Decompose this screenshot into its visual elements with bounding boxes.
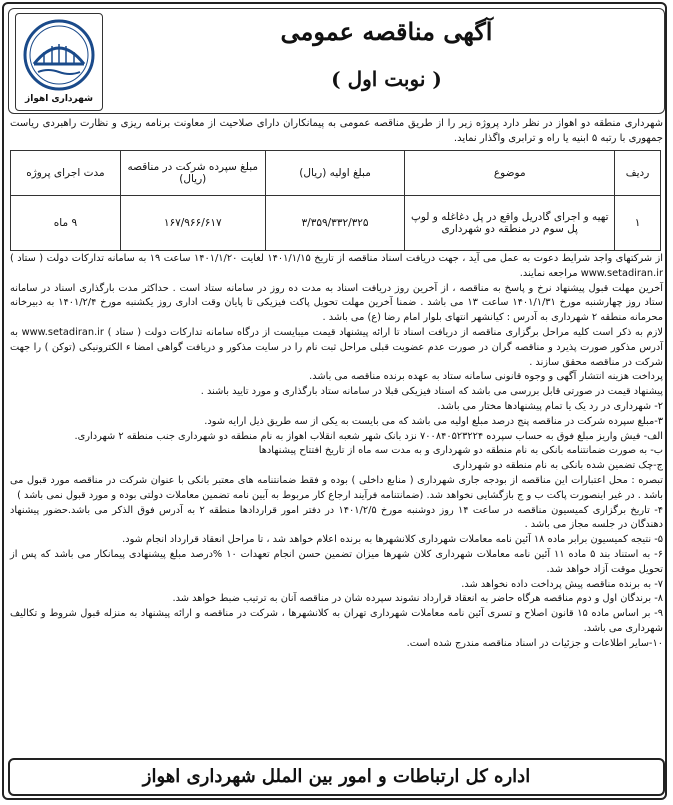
paragraph-document-collection: از شرکتهای واجد شرایط دعوت به عمل می آید ، جهت دریافت اسناد مناقصه از تاریخ ۱۴۰۱/۱/۱۵ لغایت ۱۴۰۱/۱/۲۰ ساعت ۱۹ به سامانه تدارکات دولت ( ستاد ) www.setadiran.ir مراجعه نمایند. bbox=[10, 253, 663, 279]
cell-row-number: ۱ bbox=[615, 196, 661, 251]
project-table bbox=[10, 150, 661, 251]
paragraph-note: تبصره : محل اعتبارات این مناقصه از بودجه جاری شهرداری ( منابع داخلی ) بوده و فقط ضمانتنامه های معتبر بانکی با عنوان شرکت در مناقصه مورد قبول می باشد . در غیر اینصورت پاکت ب و ج بازگشایی نخواهد شد. (ضمانتنامه فرآیند ارجاع کار مربوط به آیین نامه تضمین معاملات دولتی بوده و مورد قبول نمی باشد ) bbox=[10, 474, 663, 501]
paragraph-deadlines: آخرین مهلت قبول پیشنهاد نرخ و پاسخ به مناقصه ، از آخرین روز دریافت اسناد به مدت ده روز در سامانه ستاد است . حداکثر مدت بارگذاری اسناد در سامانه ستاد روز چهارشنبه مورخ ۱۴۰۱/۱/۳۱ ساعت ۱۳ می باشد . ضمنا آخرین مهلت تحویل پاکت فیزیکی تا پایان وقت اداری روز یکشنبه مورخ ۱۴۰۱/۲/۴ به دبیرخانه محرمانه منطقه ۲ شهرداری به آدرس : کیانشهر انتهای بلوار امام رضا (ع) می باشد . bbox=[10, 282, 663, 324]
paragraph-commission-result: ۵- نتیجه کمیسیون برابر ماده ۱۸ آئین نامه معاملات شهرداری کلانشهرها به برنده اعلام خواهد شد ، تا مراحل انعقاد قرارداد انجام شود. bbox=[122, 534, 663, 546]
notice-title: آگهی مناقصه عمومی bbox=[280, 17, 493, 46]
col-header-duration: مدت اجرای پروژه bbox=[11, 151, 121, 196]
cell-duration: ۹ ماه bbox=[11, 196, 121, 251]
col-header-initial-amount: مبلغ اولیه (ریال) bbox=[265, 151, 405, 196]
paragraph-physical-documents: پیشنهاد قیمت در صورتی قابل بررسی می باشد که اسناد فیزیکی قبلا در سامانه ستاد بارگذاری و مورد تایید باشند . bbox=[200, 386, 663, 398]
col-header-row-number: ردیف bbox=[615, 151, 661, 196]
paragraph-rejection-right: ۲- شهرداری در رد یک یا تمام پیشنهادها مختار می باشد. bbox=[437, 400, 663, 412]
cell-initial-amount: ۳/۳۵۹/۳۳۲/۳۲۵ bbox=[265, 196, 405, 251]
paragraph-deposit-option-b: ب- به صورت ضمانتنامه بانکی به نام منطقه دو شهرداری و به مدت سه ماه از تاریخ افتتاح پیشنهادها bbox=[258, 445, 663, 457]
notice-subtitle: ( نوبت اول ) bbox=[331, 67, 442, 91]
col-header-deposit-amount: مبلغ سپرده شرکت در مناقصه (ریال) bbox=[120, 151, 265, 196]
paragraph-setad-procedure: لازم به ذکر است کلیه مراحل برگزاری مناقصه از دریافت اسناد تا ارائه پیشنهاد قیمت میبایست از درگاه سامانه تدارکات دولت ( ستاد ) www.setadiran.ir به آدرس مذکور صورت پذیرد و مناقصه گران در صورت عدم عضویت قبلی مراحل ثبت نام را در سایت مذکور و دریافت گواهی امضا ء الکترونیکی (توکن ) را جهت شرکت در مناقصه محقق سازند . bbox=[10, 326, 664, 368]
intro-text: شهرداری منطقه دو اهواز در نظر دارد پروژه زیر را از طریق مناقصه عمومی به پیمانکاران دارای صلاحیت از معاونت برنامه ریزی و نظارت راهبردی ریاست جمهوری با رتبه ۵ ابنیه یا راه و ترابری واگذار نماید. bbox=[10, 118, 663, 144]
cell-deposit-amount: ۱۶۷/۹۶۶/۶۱۷ bbox=[120, 196, 265, 251]
cell-subject: تهیه و اجرای گادریل واقع در پل دغاغله و لوپ پل سوم در منطقه دو شهرداری bbox=[405, 196, 615, 251]
bridge-emblem-icon bbox=[22, 18, 96, 92]
paragraph-prepayment: ۷- به برنده مناقصه پیش پرداخت داده نخواهد شد. bbox=[461, 578, 663, 590]
logo-caption: شهرداری اهواز bbox=[25, 94, 93, 104]
paragraph-acceptance-terms: ۹- بر اساس ماده ۱۵ قانون اصلاح و تسری آئین نامه معاملات شهرداری تهران به کلانشهرها ، شرکت در مناقصه و ارائه پیشنهاد به منزله قبول شروط و تکالیف شهرداری می باشد. bbox=[10, 608, 663, 634]
ahvaz-municipality-logo bbox=[15, 13, 103, 111]
table-header-row bbox=[11, 151, 661, 196]
paragraph-deposit-option-a: الف- فیش واریز مبلغ فوق به حساب سپرده ۷۰۰۸۴۰۵۲۳۲۲۴ نزد بانک شهر شعبه انقلاب اهواز به نام منطقه دو شهرداری جنب منطقه ۲ شهرداری. bbox=[74, 430, 663, 442]
paragraph-deposit-forfeit: ۸- برندگان اول و دوم مناقصه هرگاه حاضر به انعقاد قرارداد نشوند سپرده شان در مناقصه آنان به ترتیب ضبط خواهد شد. bbox=[172, 593, 663, 605]
paragraph-deposit: ۳-مبلغ سپرده شرکت در مناقصه پنج درصد مبلغ اولیه می باشد که می بایست به یکی از سه طریق ذیل ارایه شود. bbox=[204, 415, 663, 427]
notice-header bbox=[8, 8, 665, 114]
paragraph-commission-date: ۴- تاریخ برگزاری کمیسیون مناقصه در ساعت ۱۴ روز دوشنبه مورخ ۱۴۰۱/۲/۵ در دفتر امور قراردادها منطقه ۲ به آدرس فوق الذکر می باشد.حضور پیشنهاد دهندگان در جلسه مجاز می باشد . bbox=[10, 504, 664, 531]
notice-body bbox=[10, 252, 663, 652]
col-header-subject: موضوع bbox=[405, 151, 615, 196]
table-row bbox=[11, 196, 661, 251]
paragraph-ad-costs: پرداخت هزینه انتشار آگهی و وجوه قانونی سامانه ستاد به عهده برنده مناقصه می باشد. bbox=[309, 371, 663, 383]
paragraph-performance-bond: ۶- به استناد بند ۵ ماده ۱۱ آئین نامه معاملات شهرداری کلان شهرها میزان تضمین حسن انجام تعهدات ۱۰ %درصد مبلغ پیشنهادی پیمانکار می باشد که پس از تحویل موقت آزاد خواهد شد. bbox=[10, 548, 663, 575]
issuer-footer: اداره کل ارتباطات و امور بین الملل شهرداری اهواز bbox=[8, 758, 665, 796]
paragraph-other-info: ۱۰-سایر اطلاعات و جزئیات در اسناد مناقصه مندرج شده است. bbox=[406, 637, 663, 649]
paragraph-deposit-option-c: ج-چک تضمین شده بانکی به نام منطقه دو شهرداری bbox=[452, 460, 663, 472]
